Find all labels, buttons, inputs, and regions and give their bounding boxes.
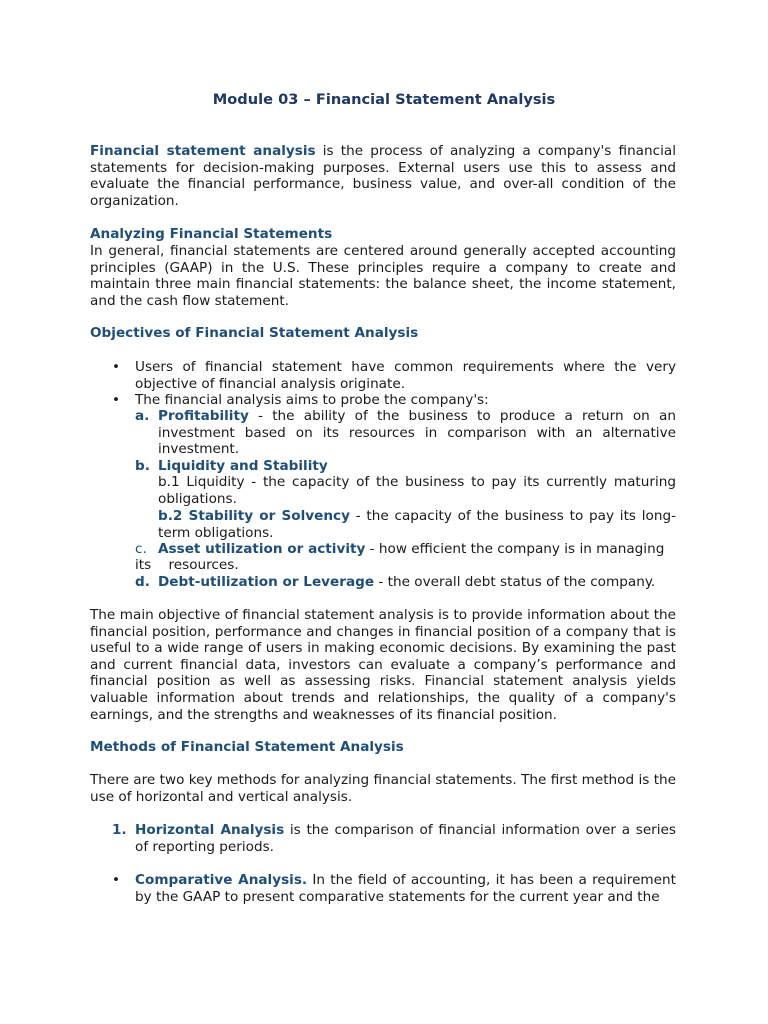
item-term: Comparative Analysis. bbox=[135, 872, 308, 888]
analyzing-paragraph: In general, financial statements are centered around generally accepted accounting principles (GAAP) in the U.S. These principles require a company to create and maintain three main financial statements: the balance sheet, the income statement, and the cash flow statement. bbox=[90, 243, 676, 309]
bullet-icon: • bbox=[112, 872, 121, 888]
sub-item-asset-utilization bbox=[135, 541, 676, 558]
intro-text: is the process of analyzing a company's financial statements for decision-making purposes. External users use this to assess and evaluate the financial performance, business value, and over-all condition of the organization. bbox=[90, 143, 676, 209]
item-text: is the comparison of financial information over a series of reporting periods. bbox=[135, 822, 676, 855]
sub-text: - the ability of the business to produce a return on an investment based on its resources in comparison with an alternative investment. bbox=[158, 408, 676, 458]
analyzing-heading: Analyzing Financial Statements bbox=[90, 226, 333, 242]
list-item bbox=[90, 392, 676, 409]
sub-item-debt-utilization bbox=[135, 574, 676, 591]
sub-marker: b. bbox=[135, 458, 150, 474]
bullet-text: The financial analysis aims to probe the company's: bbox=[135, 392, 489, 408]
sub-item-liquidity bbox=[135, 458, 676, 475]
page-title: Module 03 – Financial Statement Analysis bbox=[212, 91, 556, 108]
sub-term: b.2 Stability or Solvency bbox=[158, 508, 350, 524]
sub-text: - the overall debt status of the company. bbox=[374, 574, 656, 590]
sub-term: Debt-utilization or Leverage bbox=[158, 574, 375, 590]
intro-term: Financial statement analysis bbox=[90, 143, 316, 159]
list-number: 1. bbox=[112, 822, 127, 838]
sub-text: - how efficient the company is in managing bbox=[365, 541, 665, 557]
bullet-icon: • bbox=[112, 392, 121, 408]
methods-paragraph: There are two key methods for analyzing financial statements. The first method is the use of horizontal and vertical analysis. bbox=[90, 772, 676, 805]
intro-paragraph bbox=[90, 143, 676, 209]
list-item bbox=[90, 822, 676, 855]
sub-marker: d. bbox=[135, 574, 150, 590]
sub-item-c-continuation: its resources. bbox=[135, 557, 239, 573]
sub-item-profitability bbox=[135, 408, 676, 458]
sub-item-b2 bbox=[158, 508, 676, 541]
sub-item-b1: b.1 Liquidity - the capacity of the business to pay its currently maturing obligations. bbox=[158, 474, 676, 507]
sub-term: Profitability bbox=[158, 408, 249, 424]
methods-heading: Methods of Financial Statement Analysis bbox=[90, 739, 404, 755]
main-objective-paragraph: The main objective of financial statement analysis is to provide information about the financial position, performance and changes in financial position of a company that is useful to a wide range of users in making economic decisions. By examining the past and current financial data, investors can evaluate a company’s performance and financial position as well as assessing risks. Financial statement analysis yields valuable information about trends and relationships, the quality of a company's earnings, and the strengths and weaknesses of its financial position. bbox=[90, 607, 676, 723]
sub-text: - the capacity of the business to pay its long-term obligations. bbox=[158, 508, 677, 541]
objectives-heading: Objectives of Financial Statement Analysis bbox=[90, 325, 419, 341]
sub-term: Asset utilization or activity bbox=[158, 541, 366, 557]
sub-marker: c. bbox=[135, 541, 147, 557]
bullet-icon: • bbox=[112, 359, 121, 375]
sub-term: Liquidity and Stability bbox=[158, 458, 328, 474]
item-text: In the field of accounting, it has been a requirement by the GAAP to present comparative statements for the current year and the bbox=[135, 872, 676, 905]
item-term: Horizontal Analysis bbox=[135, 822, 285, 838]
bullet-text: Users of financial statement have common requirements where the very objective of financial analysis originate. bbox=[135, 359, 676, 392]
sub-marker: a. bbox=[135, 408, 150, 424]
list-item bbox=[90, 872, 676, 905]
list-item bbox=[90, 359, 676, 392]
